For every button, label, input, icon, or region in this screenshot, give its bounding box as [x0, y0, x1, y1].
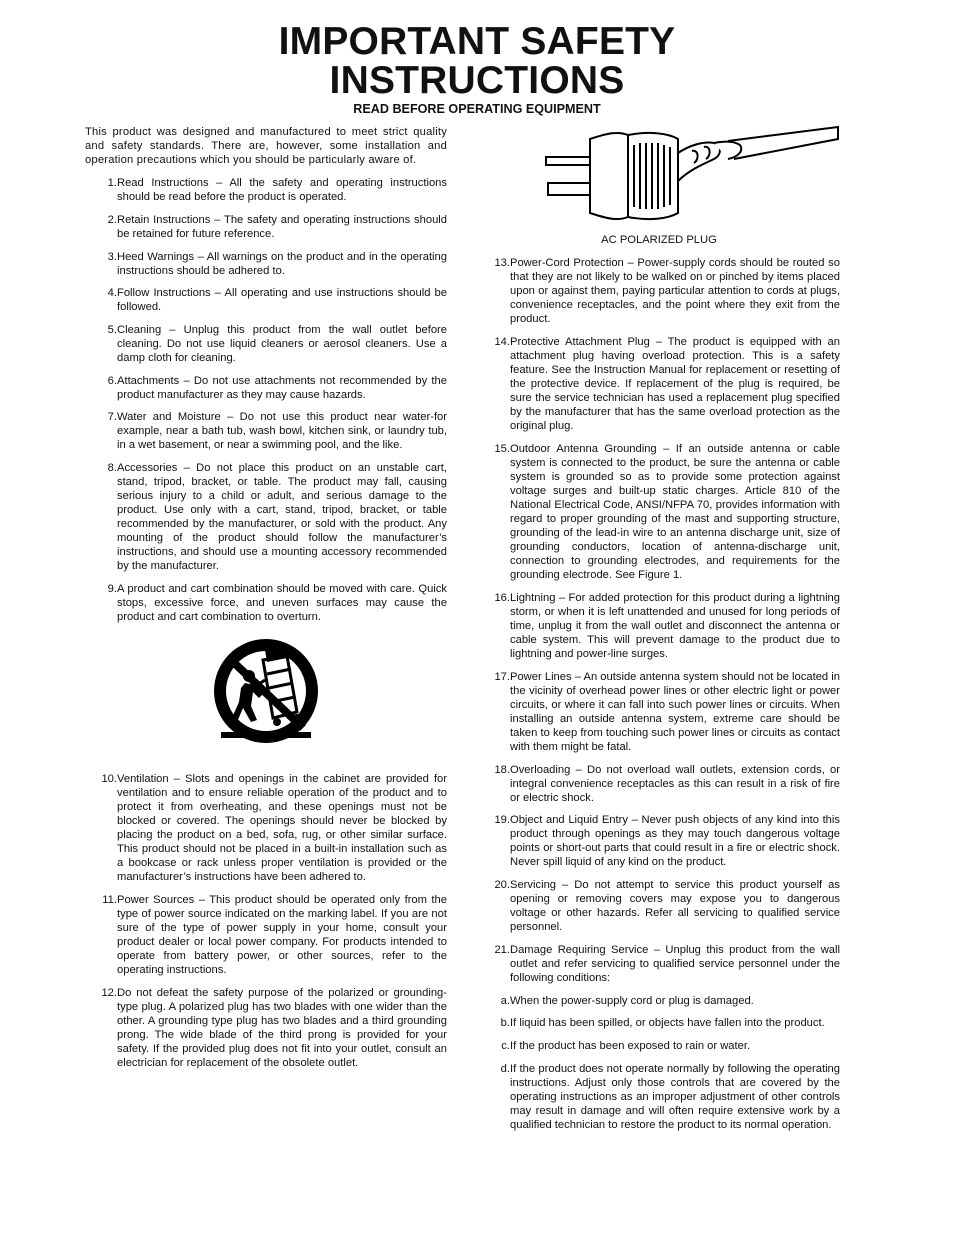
- item-text: Accessories – Do not place this product on an unstable cart, stand, tripod, bracket, or table. The product may fall, causing serious injury to a child or adult, and serious damage to the product. Use only with a cart, stand, tripod, bracket, or table recommended by the manufacturer, or sold with the product. Any mounting of the product should follow the manufacturer’s instructions, and should use a mounting accessory recommended by the manufacturer.: [117, 462, 447, 573]
- list-item: [478, 256, 840, 326]
- ac-polarized-plug-icon: [478, 125, 840, 225]
- plug-caption: AC POLARIZED PLUG: [601, 234, 717, 247]
- list-item: [478, 878, 840, 934]
- subitem-letter: a.: [500, 994, 510, 1007]
- item-number: 1.: [107, 177, 117, 190]
- list-item: [85, 582, 447, 624]
- subitem-text: If the product does not operate normally by following the operating instructions. Adjust only those controls that are covered by the operating instructions as an improper adjustment of other controls may result in damage and will often require extensive work by a qualified technician to restore the product to its normal operation.: [510, 1062, 840, 1131]
- list-item: [85, 893, 447, 977]
- cart-warning-icon: [207, 636, 325, 746]
- left-column: [85, 125, 447, 1079]
- list-item: [478, 763, 840, 805]
- item-number: 16.: [494, 591, 510, 604]
- item-number: 19.: [494, 814, 510, 827]
- list-item: [478, 591, 840, 661]
- item-text: Power Sources – This product should be operated only from the type of power source indicated on the marking label. If you are not sure of the type of power supply in your home, consult your product dealer or local power company. For products intended to operate from battery power, or other sources, refer to the operating instructions.: [117, 894, 447, 977]
- list-item: [85, 176, 447, 204]
- item-number: 2.: [107, 213, 117, 226]
- item-text: Water and Moisture – Do not use this product near water-for example, near a bath tub, wash bowl, kitchen sink, or laundry tub, in a wet basement, or near a swimming pool, and the like.: [117, 411, 447, 452]
- item-number: 14.: [494, 335, 510, 348]
- list-item: [85, 374, 447, 402]
- item-number: 8.: [107, 462, 117, 475]
- list-item: [478, 943, 840, 985]
- list-item: [478, 442, 840, 582]
- item-number: 3.: [107, 250, 117, 263]
- page-subtitle: READ BEFORE OPERATING EQUIPMENT: [353, 102, 601, 116]
- list-subitem: [478, 994, 840, 1008]
- item-number: 15.: [494, 442, 510, 455]
- list-subitem: [478, 1039, 840, 1053]
- list-item: [85, 986, 447, 1070]
- list-item: [85, 213, 447, 241]
- item-text: Cleaning – Unplug this product from the wall outlet before cleaning. Do not use liquid cleaners or aerosol cleaners. Use a damp cloth for cleaning.: [117, 323, 447, 364]
- item-text: Object and Liquid Entry – Never push objects of any kind into this product through openings as they may touch dangerous voltage points or short-out parts that could result in a fire or electric shock. Never spill liquid of any kind on the product.: [510, 814, 840, 869]
- item-number: 17.: [494, 670, 510, 683]
- item-text: Overloading – Do not overload wall outlets, extension cords, or integral convenience receptacles as this can result in a risk of fire or electric shock.: [510, 763, 840, 804]
- subitem-letter: d.: [500, 1062, 510, 1075]
- title-line-1: IMPORTANT SAFETY: [278, 20, 676, 63]
- item-text: Heed Warnings – All warnings on the product and in the operating instructions should be adhered to.: [117, 250, 447, 277]
- list-subitem: [478, 1016, 840, 1030]
- item-number: 18.: [494, 763, 510, 776]
- item-text: Ventilation – Slots and openings in the cabinet are provided for ventilation and to ensure reliable operation of the product and to protect it from overheating, and these openings must not be blocked or covered. The openings should never be blocked by placing the product on a bed, sofa, rug, or other similar surface. This product should not be placed in a built-in installation such as a bookcase or rack unless proper ventilation is provided or the manufacturer’s instructions have been adhered to.: [117, 773, 447, 884]
- intro-paragraph: This product was designed and manufactured to meet strict quality and safety standards. There are, however, some installation and operation precautions which you should be particularly aware of.: [85, 126, 447, 167]
- item-text: Retain Instructions – The safety and operating instructions should be retained for future reference.: [117, 213, 447, 240]
- item-number: 10.: [101, 773, 117, 786]
- list-item: [85, 410, 447, 452]
- list-item: [85, 772, 447, 884]
- list-item: [478, 813, 840, 869]
- subitem-text: If liquid has been spilled, or objects have fallen into the product.: [510, 1017, 825, 1030]
- item-text: Power-Cord Protection – Power-supply cords should be routed so that they are not likely to be walked on or pinched by items placed upon or against them, paying particular attention to cords at plugs, convenience receptacles, and the point where they exit from the product.: [510, 257, 840, 326]
- item-text: Damage Requiring Service – Unplug this product from the wall outlet and refer servicing to qualified service personnel under the following conditions:: [510, 943, 840, 984]
- item-number: 7.: [107, 411, 117, 424]
- page-title: [0, 22, 954, 100]
- item-text: A product and cart combination should be moved with care. Quick stops, excessive force, and uneven surfaces may cause the product and cart combination to overturn.: [117, 583, 447, 624]
- item-text: Servicing – Do not attempt to service this product yourself as opening or removing covers may expose you to dangerous voltage or other hazards. Refer all servicing to qualified service personnel.: [510, 879, 840, 934]
- item-number: 6.: [107, 374, 117, 387]
- list-item: [478, 335, 840, 433]
- item-number: 5.: [107, 323, 117, 336]
- item-number: 4.: [107, 287, 117, 300]
- item-number: 11.: [102, 894, 117, 907]
- list-item: [85, 286, 447, 314]
- subitem-text: When the power-supply cord or plug is damaged.: [510, 994, 754, 1007]
- subitem-text: If the product has been exposed to rain or water.: [510, 1039, 751, 1052]
- right-column: [478, 125, 840, 1140]
- list-item: [478, 670, 840, 754]
- item-text: Do not defeat the safety purpose of the polarized or grounding-type plug. A polarized plug has two blades with one wider than the other. A grounding type plug has two blades and a third grounding prong. The wide blade of the third prong is provided for your safety. If the provided plug does not fit into your outlet, consult an electrician for replacement of the obsolete outlet.: [117, 987, 447, 1070]
- item-text: Outdoor Antenna Grounding – If an outside antenna or cable system is connected to the product, be sure the antenna or cable system is grounded so as to provide some protection against voltage surges and built-up static charges. Article 810 of the National Electrical Code, ANSI/NFPA 70, provides information with regard to proper grounding of the mast and supporting structure, grounding of the lead-in wire to an antenna discharge unit, size of grounding conductors, location of antenna-discharge unit, connection to grounding electrodes, and requirements for the grounding electrode. See Figure 1.: [510, 442, 840, 582]
- item-text: Power Lines – An outside antenna system should not be located in the vicinity of overhead power lines or other electric light or power circuits, or where it can fall into such power lines or circuits. When installing an outside antenna system, extreme care should be taken to keep from touching such power lines or circuits as contact with them might be fatal.: [510, 670, 840, 753]
- item-number: 9.: [107, 583, 117, 596]
- list-subitem: [478, 1062, 840, 1132]
- list-item: [85, 323, 447, 365]
- item-text: Read Instructions – All the safety and operating instructions should be read before the product is operated.: [117, 177, 447, 204]
- subitem-letter: c.: [501, 1039, 510, 1052]
- list-item: [85, 250, 447, 278]
- cart-figure: [85, 636, 447, 746]
- item-number: 20.: [494, 879, 510, 892]
- title-line-2: INSTRUCTIONS: [329, 59, 625, 102]
- list-item: [85, 461, 447, 573]
- item-text: Attachments – Do not use attachments not recommended by the product manufacturer as they may cause hazards.: [117, 374, 447, 401]
- item-text: Lightning – For added protection for this product during a lightning storm, or when it is left unattended and unused for long periods of time, unplug it from the wall outlet and disconnect the antenna or cable system. This will prevent damage to the product due to lightning and power-line surges.: [510, 591, 840, 661]
- subitem-letter: b.: [500, 1017, 510, 1030]
- item-text: Protective Attachment Plug – The product is equipped with an attachment plug having overload protection. This is a safety feature. See the Instruction Manual for replacement or resetting of the protective device. If replacement of the plug is required, be sure the service technician has used a replacement plug specified by the manufacturer that has the same overload protection as the original plug.: [510, 335, 840, 433]
- item-number: 13.: [494, 257, 510, 270]
- item-number: 12.: [101, 987, 117, 999]
- item-text: Follow Instructions – All operating and use instructions should be followed.: [117, 287, 447, 314]
- item-number: 21.: [494, 943, 510, 956]
